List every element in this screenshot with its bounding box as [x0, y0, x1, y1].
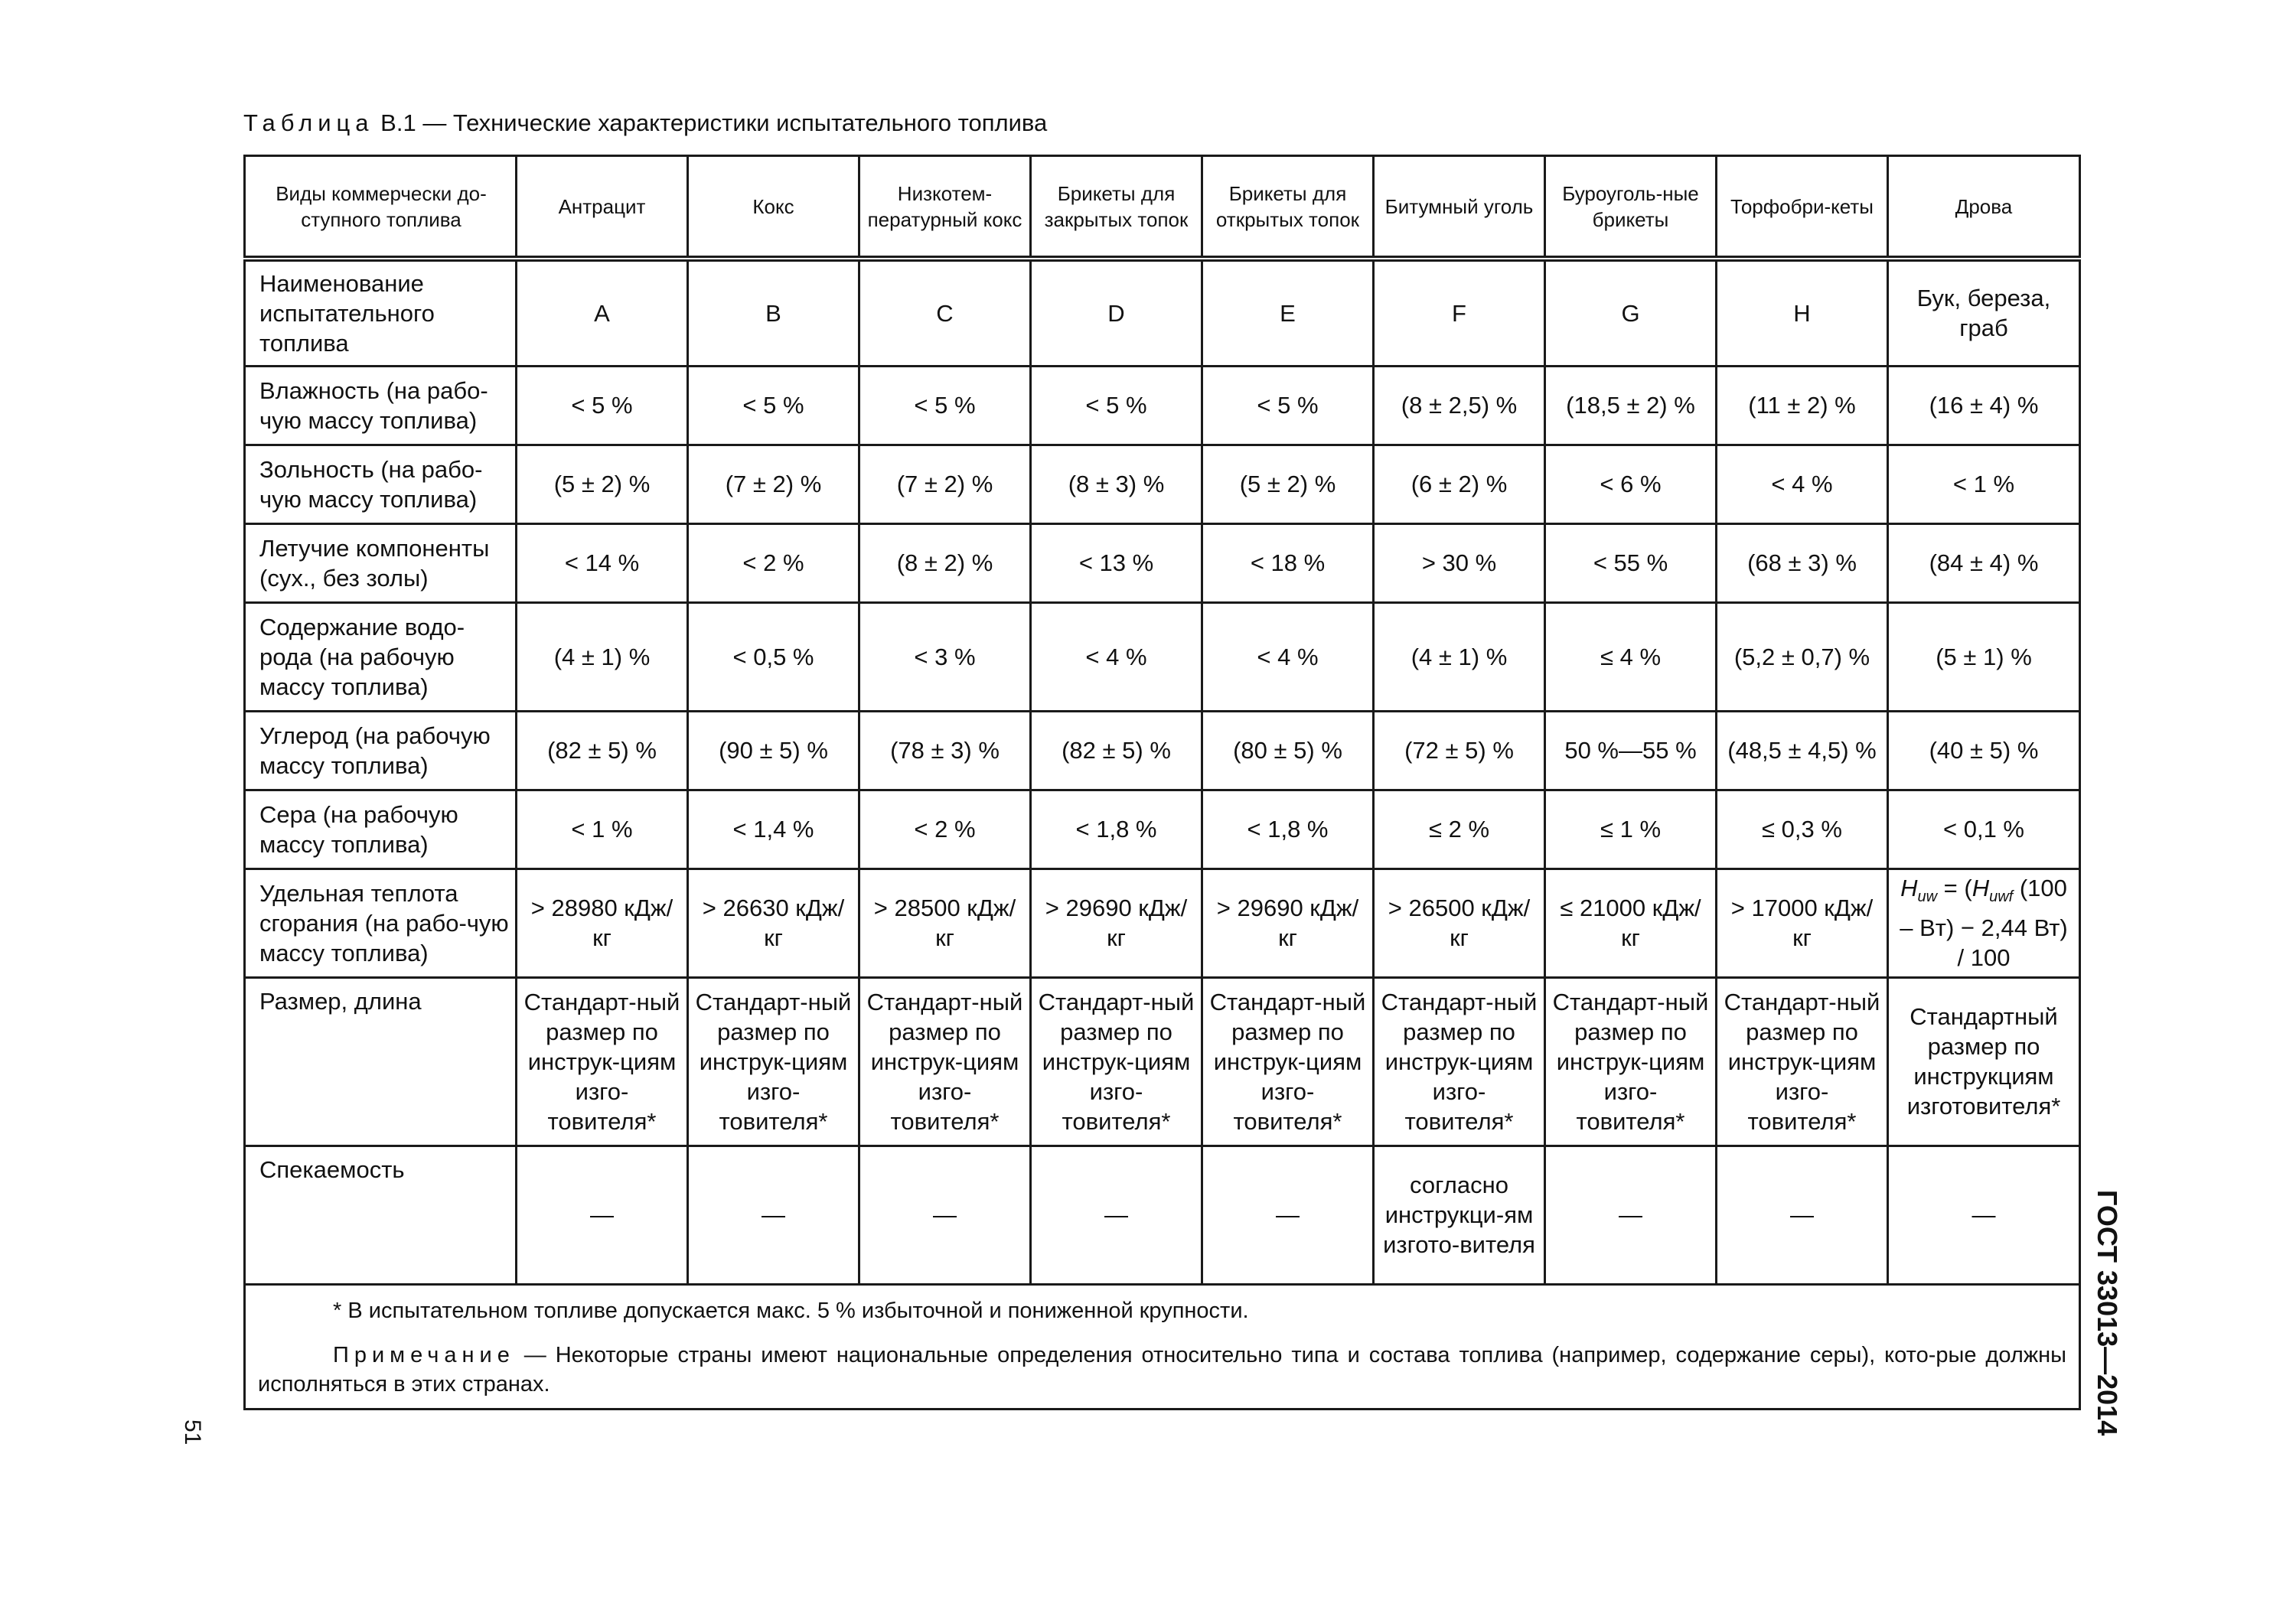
table-cell: > 26630 кДж/кг	[688, 869, 859, 977]
table-cell: (18,5 ± 2) %	[1545, 366, 1717, 445]
table-cell: Стандарт-ный размер по инструк-циям изго-товителя*	[688, 977, 859, 1146]
table-cell: (5 ± 2) %	[517, 445, 688, 523]
table-cell: ≤ 2 %	[1374, 790, 1545, 869]
table-cell: (90 ± 5) %	[688, 711, 859, 790]
table-cell: < 5 %	[1202, 366, 1374, 445]
table-row	[245, 366, 2080, 445]
table-cell: Стандарт-ный размер по инструк-циям изго-товителя*	[1717, 977, 1888, 1146]
table-cell: < 5 %	[1031, 366, 1202, 445]
header-col: Кокс	[688, 156, 859, 259]
fuel-characteristics-table	[243, 155, 2081, 1410]
table-cell: (4 ± 1) %	[517, 602, 688, 711]
page-number: 51	[180, 1419, 205, 1445]
footnotes-cell	[245, 1284, 2080, 1409]
table-cell: F	[1374, 259, 1545, 366]
table-cell: (5 ± 1) %	[1888, 602, 2080, 711]
table-cell: < 5 %	[517, 366, 688, 445]
table-cell: < 2 %	[688, 523, 859, 602]
table-cell: < 13 %	[1031, 523, 1202, 602]
header-col: Антрацит	[517, 156, 688, 259]
table-cell: < 55 %	[1545, 523, 1717, 602]
table-cell: > 30 %	[1374, 523, 1545, 602]
row-label: Влажность (на рабо-чую массу топлива)	[245, 366, 517, 445]
table-cell: E	[1202, 259, 1374, 366]
table-cell: (8 ± 2,5) %	[1374, 366, 1545, 445]
table-cell: (8 ± 2) %	[859, 523, 1031, 602]
formula-sub: uwf	[1989, 888, 2014, 906]
row-label: Зольность (на рабо-чую массу топлива)	[245, 445, 517, 523]
row-label: Наименование испытательного топлива	[245, 259, 517, 366]
table-cell: Стандарт-ный размер по инструк-циям изго-товителя*	[517, 977, 688, 1146]
table-cell: B	[688, 259, 859, 366]
header-col: Брикеты для открытых топок	[1202, 156, 1374, 259]
table-cell: Стандарт-ный размер по инструк-циям изго-товителя*	[1374, 977, 1545, 1146]
row-label: Сера (на рабочую массу топлива)	[245, 790, 517, 869]
table-cell: (48,5 ± 4,5) %	[1717, 711, 1888, 790]
formula-eq: = (	[1937, 875, 1972, 902]
table-cell: (40 ± 5) %	[1888, 711, 2080, 790]
table-cell: < 5 %	[688, 366, 859, 445]
table-cell: < 1,8 %	[1031, 790, 1202, 869]
table-cell: (78 ± 3) %	[859, 711, 1031, 790]
table-cell: Стандарт-ный размер по инструк-циям изго-товителя*	[1545, 977, 1717, 1146]
note-prefix: Примечание	[333, 1342, 515, 1367]
table-cell: (84 ± 4) %	[1888, 523, 2080, 602]
header-col: Битумный уголь	[1374, 156, 1545, 259]
table-cell: < 3 %	[859, 602, 1031, 711]
table-cell: A	[517, 259, 688, 366]
table-cell: < 1,8 %	[1202, 790, 1374, 869]
table-cell: —	[1202, 1146, 1374, 1284]
table-cell: (7 ± 2) %	[859, 445, 1031, 523]
table-cell: Стандартный размер по инструкциям изготовителя*	[1888, 977, 2080, 1146]
table-cell: ≤ 1 %	[1545, 790, 1717, 869]
table-cell: < 14 %	[517, 523, 688, 602]
table-row	[245, 711, 2080, 790]
row-label: Размер, длина	[245, 977, 517, 1146]
table-cell: > 28500 кДж/кг	[859, 869, 1031, 977]
table-cell: (80 ± 5) %	[1202, 711, 1374, 790]
table-cell: ≤ 4 %	[1545, 602, 1717, 711]
formula-h: H	[1971, 875, 1990, 902]
table-row	[245, 977, 2080, 1146]
table-row	[245, 445, 2080, 523]
header-col: Буроуголь-ные брикеты	[1545, 156, 1717, 259]
table-cell: —	[1545, 1146, 1717, 1284]
table-cell: (6 ± 2) %	[1374, 445, 1545, 523]
table-cell: (8 ± 3) %	[1031, 445, 1202, 523]
formula-rest: (100 – Bт) − 2,44 Вт) / 100	[1900, 875, 2068, 971]
header-col: Дрова	[1888, 156, 2080, 259]
table-cell: < 0,1 %	[1888, 790, 2080, 869]
standard-designation: ГОСТ 33013—2014	[2092, 1190, 2123, 1436]
table-cell: H	[1717, 259, 1888, 366]
table-row	[245, 1146, 2080, 1284]
table-cell: Бук, береза, граб	[1888, 259, 2080, 366]
table-cell: < 18 %	[1202, 523, 1374, 602]
header-fuel-types: Виды коммерчески до-ступного топлива	[245, 156, 517, 259]
table-cell: < 1 %	[517, 790, 688, 869]
table-cell: < 2 %	[859, 790, 1031, 869]
header-col: Торфобри-кеты	[1717, 156, 1888, 259]
table-cell: —	[1888, 1146, 2080, 1284]
table-cell: (82 ± 5) %	[517, 711, 688, 790]
table-cell: (7 ± 2) %	[688, 445, 859, 523]
table-cell: G	[1545, 259, 1717, 366]
table-cell: (68 ± 3) %	[1717, 523, 1888, 602]
table-cell: (82 ± 5) %	[1031, 711, 1202, 790]
row-label: Содержание водо-рода (на рабочую массу топлива)	[245, 602, 517, 711]
header-col: Низкотем-пературный кокс	[859, 156, 1031, 259]
table-cell: (5,2 ± 0,7) %	[1717, 602, 1888, 711]
table-cell: > 29690 кДж/кг	[1202, 869, 1374, 977]
table-row	[245, 259, 2080, 366]
table-cell: > 26500 кДж/кг	[1374, 869, 1545, 977]
table-cell: < 4 %	[1031, 602, 1202, 711]
table-cell: 50 %—55 %	[1545, 711, 1717, 790]
table-cell: —	[1717, 1146, 1888, 1284]
footnote: * В испытательном топливе допускается макс. 5 % избыточной и пониженной крупности.	[333, 1298, 1249, 1323]
row-label: Спекаемость	[245, 1146, 517, 1284]
note-text: — Некоторые страны имеют национальные определения относительно типа и состава топлива (например, содержание серы), кото-рые должны исполняться в этих странах.	[258, 1342, 2066, 1396]
table-cell: ≤ 21000 кДж/кг	[1545, 869, 1717, 977]
table-cell: < 1 %	[1888, 445, 2080, 523]
table-cell: (16 ± 4) %	[1888, 366, 2080, 445]
table-cell: (72 ± 5) %	[1374, 711, 1545, 790]
table-cell: —	[1031, 1146, 1202, 1284]
table-cell: ≤ 0,3 %	[1717, 790, 1888, 869]
table-cell: (11 ± 2) %	[1717, 366, 1888, 445]
table-cell: Стандарт-ный размер по инструк-циям изго-товителя*	[1202, 977, 1374, 1146]
table-cell: Стандарт-ный размер по инструк-циям изго-товителя*	[859, 977, 1031, 1146]
table-cell: < 6 %	[1545, 445, 1717, 523]
table-row	[245, 523, 2080, 602]
table-cell: > 29690 кДж/кг	[1031, 869, 1202, 977]
table-cell: D	[1031, 259, 1202, 366]
table-cell: < 5 %	[859, 366, 1031, 445]
footnote-row	[245, 1284, 2080, 1409]
table-cell: C	[859, 259, 1031, 366]
header-col: Брикеты для закрытых топок	[1031, 156, 1202, 259]
table-cell: —	[688, 1146, 859, 1284]
table-cell: (4 ± 1) %	[1374, 602, 1545, 711]
header-row	[245, 156, 2080, 259]
table-row	[245, 602, 2080, 711]
table-cell: > 28980 кДж/кг	[517, 869, 688, 977]
caption-prefix: Таблица	[243, 109, 374, 136]
table-cell: Стандарт-ный размер по инструк-циям изго-товителя*	[1031, 977, 1202, 1146]
note	[258, 1341, 2066, 1399]
table-cell: (5 ± 2) %	[1202, 445, 1374, 523]
table-cell: —	[859, 1146, 1031, 1284]
row-label: Летучие компоненты (сух., без золы)	[245, 523, 517, 602]
table-cell: < 1,4 %	[688, 790, 859, 869]
caption-text: В.1 — Технические характеристики испытательного топлива	[373, 109, 1048, 136]
table-cell: > 17000 кДж/кг	[1717, 869, 1888, 977]
row-label: Углерод (на рабочую массу топлива)	[245, 711, 517, 790]
formula-h: H	[1900, 875, 1918, 902]
table-cell: < 4 %	[1202, 602, 1374, 711]
table-cell: —	[517, 1146, 688, 1284]
table-row	[245, 790, 2080, 869]
heat-formula-cell	[1888, 869, 2080, 977]
row-label: Удельная теплота сгорания (на рабо-чую массу топлива)	[245, 869, 517, 977]
formula-sub: uw	[1917, 888, 1938, 906]
table-row	[245, 869, 2080, 977]
table-caption	[243, 109, 1047, 137]
table-cell: согласно инструкци-ям изгото-вителя	[1374, 1146, 1545, 1284]
table-cell: < 0,5 %	[688, 602, 859, 711]
table-cell: < 4 %	[1717, 445, 1888, 523]
